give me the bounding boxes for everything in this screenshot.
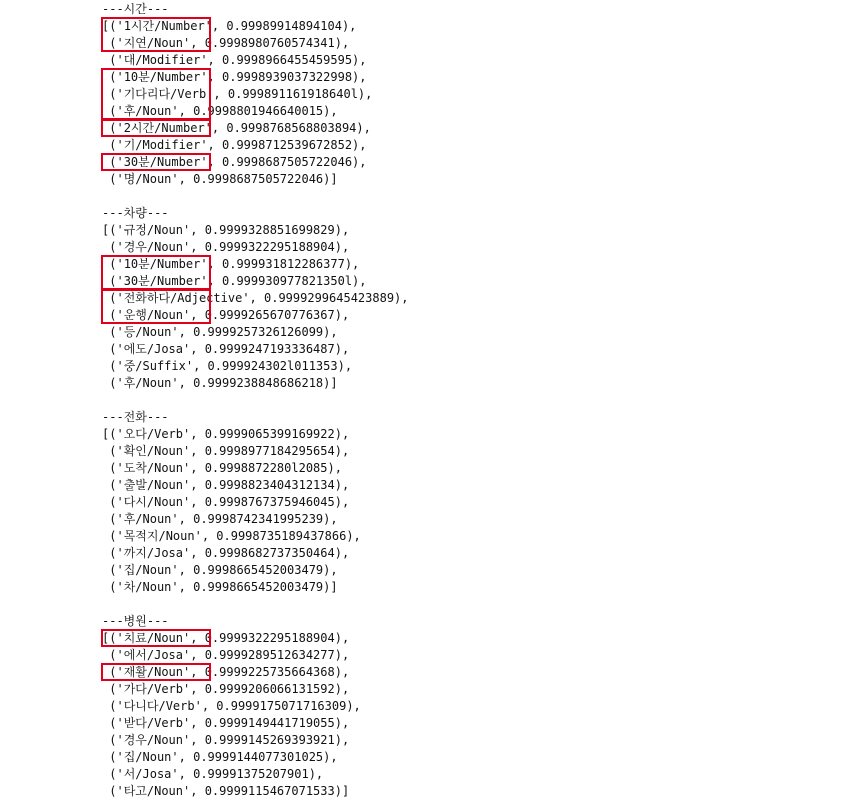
term-text: 목적지/Noun (123, 529, 195, 543)
score-value: 0.999924302l011353 (207, 359, 338, 373)
term-text: 기/Modifier (123, 138, 201, 152)
score-value: 0.9999322295188904 (204, 240, 335, 254)
term-text: 중/Suffix (123, 359, 186, 373)
term-text: 규정/Noun (123, 223, 183, 237)
term-text: 10분/Number (123, 257, 201, 271)
term-text: 지연/Noun (123, 36, 183, 50)
term-text: 명/Noun (123, 172, 172, 186)
term-text: 10분/Number (123, 70, 201, 84)
term-text: 서/Josa (123, 767, 172, 781)
result-line: ('후/Noun', 0.9998801946640015), (102, 104, 338, 118)
score-value: 0.9999144077301025 (193, 750, 324, 764)
term-text: 후/Noun (123, 376, 172, 390)
score-value: 0.9998712539672852 (222, 138, 353, 152)
term-text: 가다/Verb (123, 682, 183, 696)
term-text: 받다/Verb (123, 716, 183, 730)
result-line: ('받다/Verb', 0.9999149441719055), (102, 716, 350, 730)
term-text: 차/Noun (123, 580, 172, 594)
term-text: 확인/Noun (123, 444, 183, 458)
result-line: ('후/Noun', 0.9998742341995239), (102, 512, 338, 526)
result-line: ('30분/Number', 0.9998687505722046), (102, 155, 367, 169)
score-value: 0.9998735189437866 (216, 529, 347, 543)
term-text: 30분/Number (123, 155, 201, 169)
term-text: 재활/Noun (123, 665, 183, 679)
score-value: 0.9998980760574341 (204, 36, 335, 50)
term-text: 대/Modifier (123, 53, 201, 67)
result-line: ('에서/Josa', 0.9999289512634277), (102, 648, 350, 662)
score-value: 0.9999247193336487 (204, 342, 335, 356)
result-line: ('도착/Noun', 0.9998872280l2085), (102, 461, 342, 475)
score-value: 0.9998966455459595 (222, 53, 353, 67)
score-value: 0.9998801946640015 (193, 104, 324, 118)
score-value: 0.9999238848686218 (193, 376, 324, 390)
result-line: ('가다/Verb', 0.9999206066131592), (102, 682, 350, 696)
result-line: ('명/Noun', 0.9998687505722046)] (102, 172, 338, 186)
result-line: ('2시간/Number', 0.9998768568803894), (102, 121, 371, 135)
result-line: ('다니다/Verb', 0.9999175071716309), (102, 699, 361, 713)
term-text: 전화하다/Adjective (123, 291, 243, 305)
score-value: 0.9999265670776367 (204, 308, 335, 322)
score-value: 0.9999206066131592 (204, 682, 335, 696)
score-value: 0.9998977184295654 (204, 444, 335, 458)
score-value: 0.9999299645423889 (264, 291, 395, 305)
score-value: 0.9999065399169922 (204, 427, 335, 441)
score-value: 0.9999257326126099 (193, 325, 324, 339)
result-section (102, 1, 562, 188)
result-line: ('집/Noun', 0.9998665452003479), (102, 563, 338, 577)
result-line: ('전화하다/Adjective', 0.9999299645423889), (102, 291, 409, 305)
result-line: ('10분/Number', 0.999931812286377), (102, 257, 360, 271)
term-text: 도착/Noun (123, 461, 183, 475)
score-value: 0.9999145269393921 (204, 733, 335, 747)
result-section (102, 205, 562, 392)
result-line: ('목적지/Noun', 0.9998735189437866), (102, 529, 361, 543)
score-value: 0.9999175071716309 (216, 699, 347, 713)
result-line: ('까지/Josa', 0.9998682737350464), (102, 546, 350, 560)
score-value: 0.9998687505722046 (222, 155, 353, 169)
result-line: ('대/Modifier', 0.9998966455459595), (102, 53, 367, 67)
result-line: [('오다/Verb', 0.9999065399169922), (102, 427, 350, 441)
result-line: ('에도/Josa', 0.9999247193336487), (102, 342, 350, 356)
result-line: ('확인/Noun', 0.9998977184295654), (102, 444, 350, 458)
score-value: 0.9999149441719055 (204, 716, 335, 730)
score-value: 0.9998665452003479 (193, 563, 324, 577)
score-value: 0.999930977821350l (222, 274, 353, 288)
result-line: ('지연/Noun', 0.9998980760574341), (102, 36, 350, 50)
score-value: 0.9998872280l2085 (204, 461, 328, 475)
result-line: ('경우/Noun', 0.9999322295188904), (102, 240, 350, 254)
console-output (102, 1, 562, 800)
term-text: 까지/Josa (123, 546, 183, 560)
result-line: ('기다리다/Verb', 0.999891161918640l), (102, 87, 373, 101)
term-text: 30분/Number (123, 274, 201, 288)
term-text: 다니다/Verb (123, 699, 195, 713)
result-line: [('1시간/Number', 0.99989914894104), (102, 19, 357, 33)
result-line: ('등/Noun', 0.9999257326126099), (102, 325, 338, 339)
score-value: 0.99991375207901 (193, 767, 309, 781)
term-text: 다시/Noun (123, 495, 183, 509)
term-text: 기다리다/Verb (123, 87, 207, 101)
term-text: 에도/Josa (123, 342, 183, 356)
term-text: 등/Noun (123, 325, 172, 339)
score-value: 0.999891161918640l (227, 87, 358, 101)
result-line: ('운행/Noun', 0.9999265670776367), (102, 308, 350, 322)
result-line: ('기/Modifier', 0.9998712539672852), (102, 138, 367, 152)
section-header: ---시간--- (102, 2, 169, 16)
result-line: ('출발/Noun', 0.9998823404312134), (102, 478, 350, 492)
score-value: 0.9998823404312134 (204, 478, 335, 492)
score-value: 0.9998768568803894 (226, 121, 357, 135)
result-section (102, 409, 562, 596)
score-value: 0.9999322295188904 (204, 631, 335, 645)
score-value: 0.9998687505722046 (193, 172, 324, 186)
result-line: ('중/Suffix', 0.999924302l011353), (102, 359, 353, 373)
term-text: 1시간/Number (123, 19, 205, 33)
term-text: 집/Noun (123, 563, 172, 577)
term-text: 집/Noun (123, 750, 172, 764)
score-value: 0.9998665452003479 (193, 580, 324, 594)
term-text: 경우/Noun (123, 240, 183, 254)
term-text: 에서/Josa (123, 648, 183, 662)
result-section (102, 613, 562, 800)
result-line: ('후/Noun', 0.9999238848686218)] (102, 376, 338, 390)
score-value: 0.9999328851699829 (204, 223, 335, 237)
result-line: ('다시/Noun', 0.9998767375946045), (102, 495, 350, 509)
result-line: [('치료/Noun', 0.9999322295188904), (102, 631, 350, 645)
score-value: 0.9998767375946045 (204, 495, 335, 509)
term-text: 오다/Verb (123, 427, 183, 441)
term-text: 2시간/Number (123, 121, 205, 135)
term-text: 출발/Noun (123, 478, 183, 492)
term-text: 치료/Noun (123, 631, 183, 645)
result-line: ('서/Josa', 0.99991375207901), (102, 767, 324, 781)
section-header: ---전화--- (102, 410, 169, 424)
term-text: 경우/Noun (123, 733, 183, 747)
section-header: ---병원--- (102, 614, 169, 628)
result-line: ('차/Noun', 0.9998665452003479)] (102, 580, 338, 594)
result-line: ('경우/Noun', 0.9999145269393921), (102, 733, 350, 747)
score-value: 0.9999289512634277 (204, 648, 335, 662)
result-line: ('타고/Noun', 0.9999115467071533)] (102, 784, 350, 798)
term-text: 후/Noun (123, 512, 172, 526)
result-line: ('30분/Number', 0.999930977821350l), (102, 274, 367, 288)
result-line: ('집/Noun', 0.9999144077301025), (102, 750, 338, 764)
score-value: 0.9999115467071533 (204, 784, 335, 798)
section-header: ---차량--- (102, 206, 169, 220)
result-line: ('재활/Noun', 0.9999225735664368), (102, 665, 350, 679)
score-value: 0.9999225735664368 (204, 665, 335, 679)
result-line: [('규정/Noun', 0.9999328851699829), (102, 223, 350, 237)
term-text: 타고/Noun (123, 784, 183, 798)
score-value: 0.999931812286377 (222, 257, 345, 271)
score-value: 0.99989914894104 (226, 19, 342, 33)
term-text: 후/Noun (123, 104, 172, 118)
result-line: ('10분/Number', 0.9998939037322998), (102, 70, 367, 84)
score-value: 0.9998682737350464 (204, 546, 335, 560)
score-value: 0.9998939037322998 (222, 70, 353, 84)
score-value: 0.9998742341995239 (193, 512, 324, 526)
term-text: 운행/Noun (123, 308, 183, 322)
